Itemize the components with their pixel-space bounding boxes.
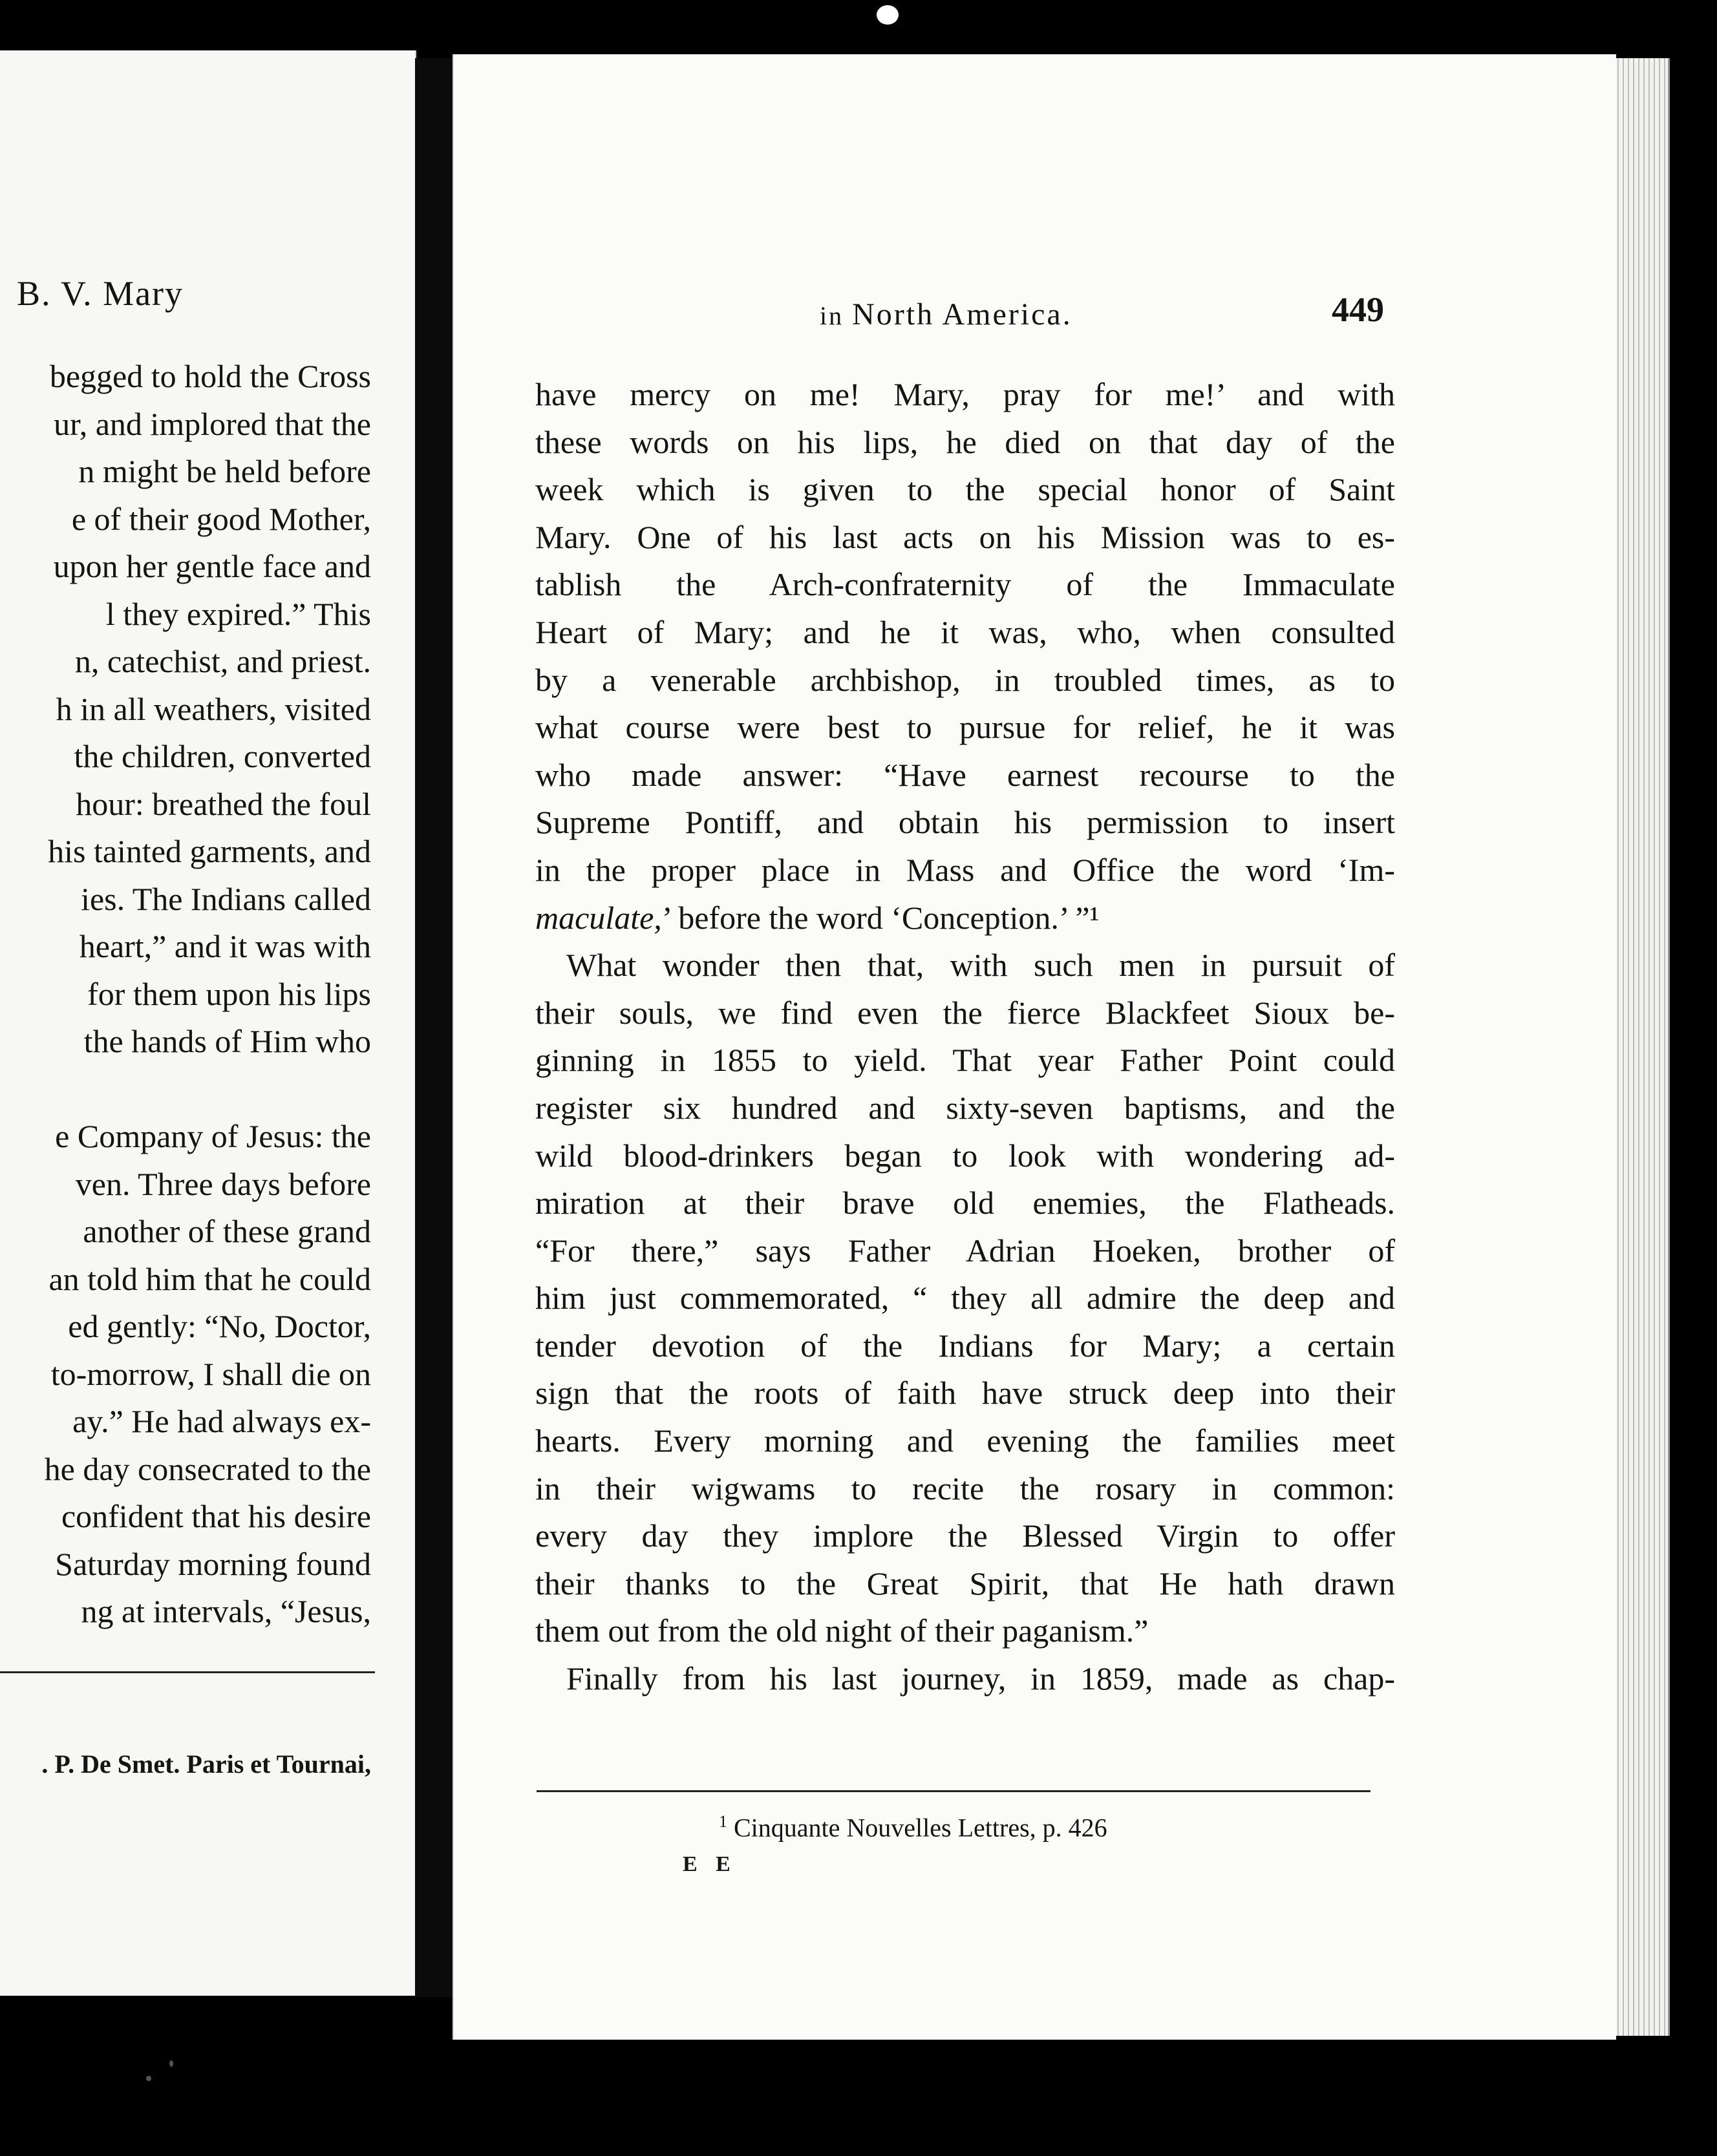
footnote [719, 1812, 1107, 1843]
text-line: e Company of Jesus: the [55, 1118, 371, 1154]
text-line: ed gently: “No, Doctor, [68, 1308, 371, 1344]
text-line: n might be held before [78, 453, 371, 489]
text-line: upon her gentle face and [53, 548, 371, 584]
left-footnote-rule [0, 1671, 375, 1673]
right-running-head [820, 297, 1072, 332]
text-line: their souls, we find even the fierce Blackfeet Sioux be- [535, 994, 1395, 1031]
left-running-head: B. V. Mary [17, 274, 184, 313]
text-line: Finally from his last journey, in 1859, made as chap- [566, 1660, 1395, 1697]
dust-speck [877, 5, 899, 25]
text-line: ginning in 1855 to yield. That year Father Point could [535, 1042, 1395, 1079]
text-line: register six hundred and sixty-seven baptisms, and the [535, 1089, 1395, 1126]
signature-mark: E E [683, 1852, 737, 1876]
left-page [0, 50, 416, 1996]
text-line: these words on his lips, he died on that day of the [535, 423, 1395, 460]
text-line: in their wigwams to recite the rosary in common: [535, 1470, 1395, 1506]
text-line: ng at intervals, “Jesus, [81, 1593, 371, 1629]
text-line: heart,” and it was with [79, 928, 371, 964]
text-line: every day they implore the Blessed Virgin to offer [535, 1517, 1395, 1554]
text-line: in the proper place in Mass and Office the word ‘Im- [535, 851, 1395, 888]
right-page-text [535, 371, 1395, 1703]
text-line: an told him that he could [48, 1260, 371, 1297]
running-head-title: North America. [852, 297, 1072, 332]
right-page [453, 54, 1616, 2040]
left-page-text [0, 353, 371, 1636]
text-line: l they expired.” This [105, 595, 371, 632]
text-line: who made answer: “Have earnest recourse to the [535, 756, 1395, 793]
page-number: 449 [1332, 290, 1384, 329]
paragraph-gap [0, 1066, 371, 1114]
text-line: begged to hold the Cross [49, 358, 371, 394]
text-line: their thanks to the Great Spirit, that He hath drawn [535, 1565, 1395, 1601]
text-line: week which is given to the special honor of Saint [535, 471, 1395, 508]
text-line: “For there,” says Father Adrian Hoeken, brother of [535, 1232, 1395, 1269]
text-line: he day consecrated to the [44, 1450, 371, 1487]
text-line: have mercy on me! Mary, pray for me!’ and with [535, 376, 1395, 412]
text-line: h in all weathers, visited [56, 690, 371, 727]
book-gutter [415, 58, 458, 1997]
text-line: sign that the roots of faith have struck deep into their [535, 1375, 1395, 1411]
text-line: another of these grand [83, 1213, 371, 1249]
text-line: Supreme Pontiff, and obtain his permission to insert [535, 804, 1395, 841]
text-line: ven. Three days before [75, 1165, 371, 1202]
text-line: miration at their brave old enemies, the Flatheads. [535, 1185, 1395, 1221]
footnote-rule [537, 1790, 1370, 1792]
text-line: ay.” He had always ex- [72, 1403, 371, 1439]
text-line: by a venerable archbishop, in troubled times, as to [535, 661, 1395, 698]
text-line: ur, and implored that the [54, 405, 371, 442]
text-line: the hands of Him who [83, 1023, 371, 1059]
text-line: e of their good Mother, [71, 500, 371, 537]
text-line: tender devotion of the Indians for Mary; a certain [535, 1327, 1395, 1364]
text-fragment: ’ before the word ‘Conception.’ ”¹ [661, 899, 1100, 936]
text-line: Heart of Mary; and he it was, who, when consulted [535, 613, 1395, 650]
text-line: wild blood-drinkers began to look with wondering ad- [535, 1137, 1395, 1174]
text-line [535, 894, 1395, 942]
text-line: ies. The Indians called [81, 880, 371, 917]
footnote-text: Cinquante Nouvelles Lettres, p. 426 [727, 1813, 1107, 1843]
text-line: Saturday morning found [55, 1545, 371, 1582]
text-line: Mary. One of his last acts on his Mission was to es- [535, 518, 1395, 555]
footnote-marker: 1 [719, 1812, 727, 1831]
text-line: the children, converted [74, 738, 371, 774]
text-line: for them upon his lips [87, 975, 371, 1012]
text-line: tablish the Arch-confraternity of the Immaculate [535, 566, 1395, 603]
text-line: What wonder then that, with such men in pursuit of [566, 947, 1395, 984]
running-head-prefix: in [820, 301, 853, 330]
text-line: his tainted garments, and [48, 833, 371, 869]
text-line: them out from the old night of their paganism.” [535, 1612, 1149, 1649]
text-line: hearts. Every morning and evening the families meet [535, 1422, 1395, 1459]
italic-word: maculate, [535, 899, 662, 936]
text-line: what course were best to pursue for relief, he it was [535, 709, 1395, 746]
dust-speck [146, 2076, 151, 2081]
text-line: n, catechist, and priest. [74, 643, 371, 679]
text-line: him just commemorated, “ they all admire the deep and [535, 1280, 1395, 1316]
text-line: hour: breathed the foul [76, 785, 371, 822]
dust-speck [169, 2060, 173, 2067]
text-line: to-morrow, I shall die on [50, 1355, 371, 1392]
text-line: confident that his desire [61, 1498, 371, 1534]
left-footnote: . P. De Smet. Paris et Tournai, [41, 1749, 371, 1779]
